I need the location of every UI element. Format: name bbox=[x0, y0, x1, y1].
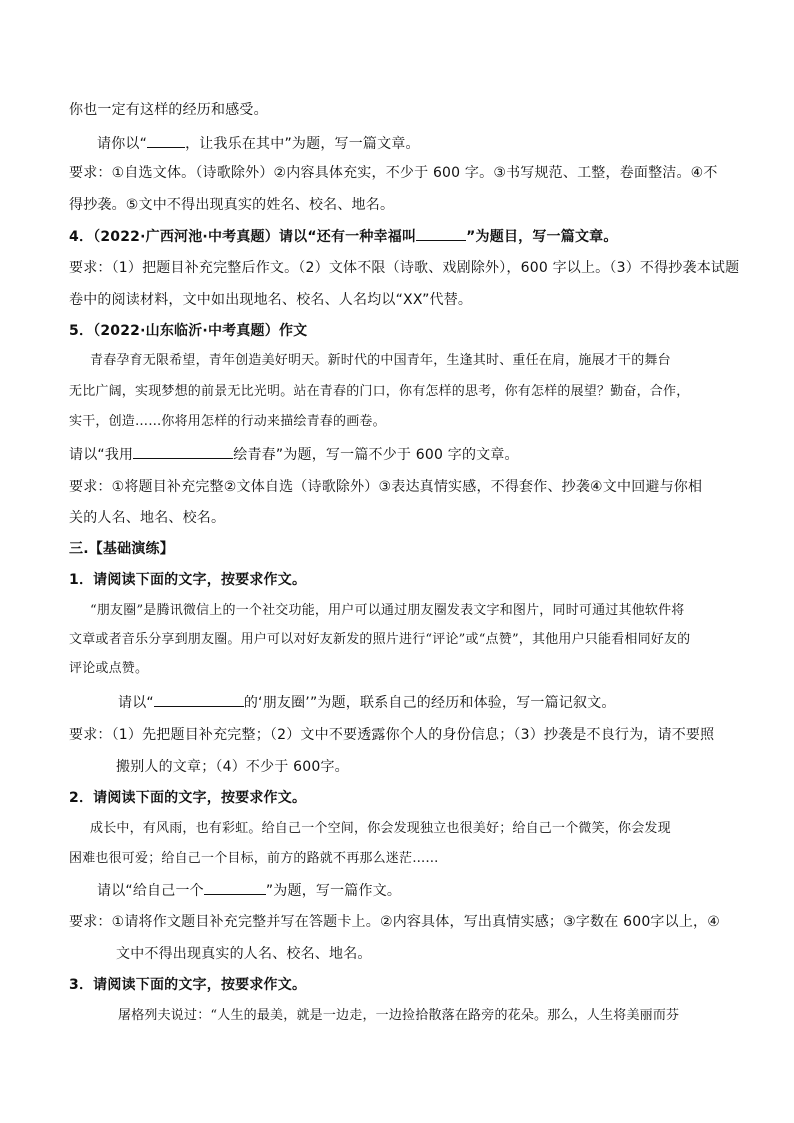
passage-line: 成长中，有风雨，也有彩虹。给自己一个空间，你会发现独立也很美好；给自己一个微笑，你会发现 bbox=[90, 821, 671, 836]
passage-line: “朋友圈”是腾讯微信上的一个社交功能，用户可以通过朋友圈发表文字和图片，同时可通过其他软件将 bbox=[90, 603, 685, 618]
text-line: 文中不得出现真实的人名、校名、地名。 bbox=[116, 946, 372, 962]
text-line: 要求：（1）先把题目补充完整；（2）文中不要透露你个人的身份信息；（3）抄袭是不良行为，请不要照 bbox=[69, 727, 715, 743]
passage-line: 文章或者音乐分享到朋友圈。用户可以对好友新发的照片进行“评论”或“点赞”，其他用户只能看相同好友的 bbox=[69, 632, 691, 647]
text-line: 卷中的阅读材料，文中如出现地名、校名、人名均以“XX”代替。 bbox=[69, 292, 473, 308]
text-line bbox=[97, 133, 420, 154]
text-fragment: ”为题目，写一篇文章。 bbox=[466, 229, 618, 245]
text-line: 要求：（1）把题目补充完整后作文。（2）文体不限（诗歌、戏剧除外），600 字以上。（3）不得抄袭本试题 bbox=[69, 260, 740, 276]
question-heading: 3．请阅读下面的文字，按要求作文。 bbox=[69, 977, 307, 993]
section-heading: 三.【基础演练】 bbox=[69, 541, 174, 557]
passage-line: 屠格列夫说过：“人生的最美，就是一边走，一边捡拾散落在路旁的花朵。那么，人生将美丽而芬 bbox=[118, 1008, 680, 1023]
fill-blank bbox=[416, 226, 466, 241]
text-fragment: 4．（2022·广西河池·中考真题）请以“还有一种幸福叫 bbox=[69, 229, 417, 245]
text-line: 关的人名、地名、校名。 bbox=[69, 510, 226, 526]
passage-line: 困难也很可爱；给自己一个目标，前方的路就不再那么迷茫…… bbox=[69, 851, 439, 866]
text-line: 要求：①自选文体。（诗歌除外）②内容具体充实，不少于 600 字。③书写规范、工整，卷面整洁。④不 bbox=[69, 165, 718, 181]
fill-blank bbox=[133, 444, 233, 459]
text-line bbox=[118, 692, 616, 713]
passage-line: 无比广阔，实现梦想的前景无比光明。站在青春的门口，你有怎样的思考，你有怎样的展望？勤奋，合作， bbox=[69, 384, 690, 399]
passage-line: 实干，创造……你将用怎样的行动来描绘青春的画卷。 bbox=[69, 414, 386, 429]
question-heading: 5．（2022·山东临沂·中考真题）作文 bbox=[69, 323, 308, 339]
text-line bbox=[69, 444, 519, 465]
text-fragment: 请以“我用 bbox=[69, 447, 134, 463]
text-fragment: 绘青春”为题，写一篇不少于 600 字的文章。 bbox=[233, 447, 519, 463]
passage-line: 青春孕育无限希望，青年创造美好明天。新时代的中国青年，生逢其时、重任在肩，施展才干的舞台 bbox=[90, 353, 671, 368]
question-heading: 2．请阅读下面的文字，按要求作文。 bbox=[69, 790, 307, 806]
text-line: 要求：①请将作文题目补充完整并写在答题卡上。②内容具体，写出真情实感；③字数在 600字以上，④ bbox=[69, 914, 720, 930]
question-heading bbox=[69, 226, 618, 247]
text-fragment: 请你以“ bbox=[97, 136, 148, 152]
text-line: 要求：①将题目补充完整②文体自选（诗歌除外）③表达真情实感，不得套作、抄袭④文中回避与你相 bbox=[69, 479, 703, 495]
text-line: 你也一定有这样的经历和感受。 bbox=[69, 102, 268, 118]
text-line: 得抄袭。⑤文中不得出现真实的姓名、校名、地名。 bbox=[69, 197, 395, 213]
fill-blank bbox=[204, 880, 266, 895]
text-fragment: 请以“给自己一个 bbox=[97, 883, 204, 899]
text-fragment: 的‘朋友圈’”为题，联系自己的经历和体验，写一篇记叙文。 bbox=[243, 695, 616, 711]
fill-blank bbox=[147, 133, 185, 148]
text-fragment: ，让我乐在其中”为题，写一篇文章。 bbox=[185, 136, 420, 152]
text-line: 搬别人的文章；（4）不少于 600字。 bbox=[116, 759, 349, 775]
passage-line: 评论或点赞。 bbox=[69, 661, 149, 676]
fill-blank bbox=[154, 692, 244, 707]
text-line bbox=[97, 880, 401, 901]
question-heading: 1．请阅读下面的文字，按要求作文。 bbox=[69, 572, 307, 588]
text-fragment: ”为题，写一篇作文。 bbox=[265, 883, 402, 899]
text-fragment: 请以“ bbox=[118, 695, 154, 711]
